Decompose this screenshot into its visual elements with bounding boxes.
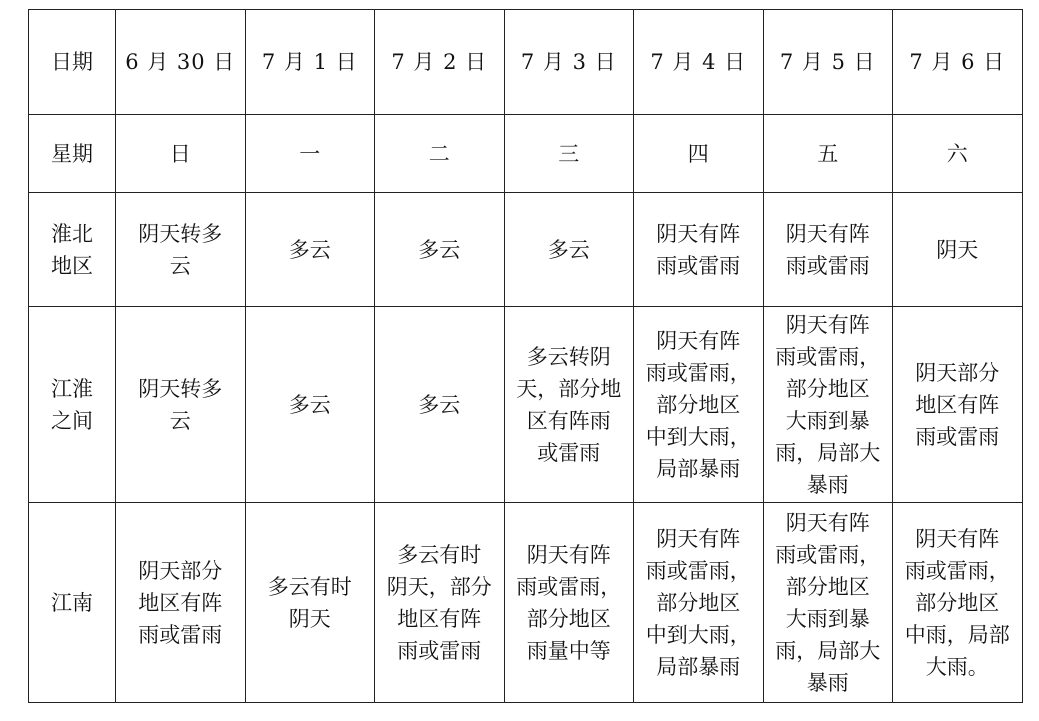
forecast-cell: 多云有时 阴天 (245, 503, 375, 703)
row-header-date: 日期 (29, 10, 116, 115)
date-cell: 7 月 4 日 (634, 10, 764, 115)
forecast-cell: 阴天有阵 雨或雷雨， 部分地区 中雨，局部 大雨。 (893, 503, 1023, 703)
weekday-cell: 日 (116, 115, 246, 193)
region-row-jianghuai (29, 307, 1023, 503)
forecast-cell: 阴天有阵 雨或雷雨， 部分地区 大雨到暴 雨，局部大 暴雨 (763, 307, 893, 503)
forecast-cell: 阴天有阵 雨或雷雨 (634, 193, 764, 307)
region-name: 淮北 地区 (29, 193, 116, 307)
region-row-jiangnan (29, 503, 1023, 703)
forecast-cell: 多云有时 阴天，部分 地区有阵 雨或雷雨 (375, 503, 505, 703)
region-row-huaibei (29, 193, 1023, 307)
date-row (29, 10, 1023, 115)
forecast-cell: 多云 (375, 307, 505, 503)
forecast-cell: 多云 (245, 193, 375, 307)
forecast-cell: 多云 (375, 193, 505, 307)
forecast-cell: 阴天部分 地区有阵 雨或雷雨 (116, 503, 246, 703)
region-name: 江淮 之间 (29, 307, 116, 503)
date-cell: 6 月 30 日 (116, 10, 246, 115)
weekday-cell: 五 (763, 115, 893, 193)
row-header-weekday: 星期 (29, 115, 116, 193)
weekday-row (29, 115, 1023, 193)
date-cell: 7 月 6 日 (893, 10, 1023, 115)
weekday-cell: 四 (634, 115, 764, 193)
forecast-cell: 阴天有阵 雨或雷雨， 部分地区 中到大雨， 局部暴雨 (634, 503, 764, 703)
date-cell: 7 月 5 日 (763, 10, 893, 115)
forecast-cell: 多云 (504, 193, 634, 307)
date-cell: 7 月 2 日 (375, 10, 505, 115)
weekday-cell: 一 (245, 115, 375, 193)
date-cell: 7 月 1 日 (245, 10, 375, 115)
forecast-cell: 阴天有阵 雨或雷雨， 部分地区 大雨到暴 雨，局部大 暴雨 (763, 503, 893, 703)
weekday-cell: 二 (375, 115, 505, 193)
weekday-cell: 三 (504, 115, 634, 193)
forecast-cell: 阴天有阵 雨或雷雨， 部分地区 雨量中等 (504, 503, 634, 703)
date-cell: 7 月 3 日 (504, 10, 634, 115)
forecast-cell: 阴天转多 云 (116, 193, 246, 307)
region-name: 江南 (29, 503, 116, 703)
weather-forecast-table (28, 9, 1023, 703)
forecast-cell: 阴天有阵 雨或雷雨 (763, 193, 893, 307)
forecast-cell: 阴天 (893, 193, 1023, 307)
forecast-cell: 阴天转多 云 (116, 307, 246, 503)
forecast-cell: 多云 (245, 307, 375, 503)
forecast-cell: 多云转阴 天，部分地 区有阵雨 或雷雨 (504, 307, 634, 503)
forecast-cell: 阴天有阵 雨或雷雨， 部分地区 中到大雨， 局部暴雨 (634, 307, 764, 503)
weekday-cell: 六 (893, 115, 1023, 193)
forecast-cell: 阴天部分 地区有阵 雨或雷雨 (893, 307, 1023, 503)
